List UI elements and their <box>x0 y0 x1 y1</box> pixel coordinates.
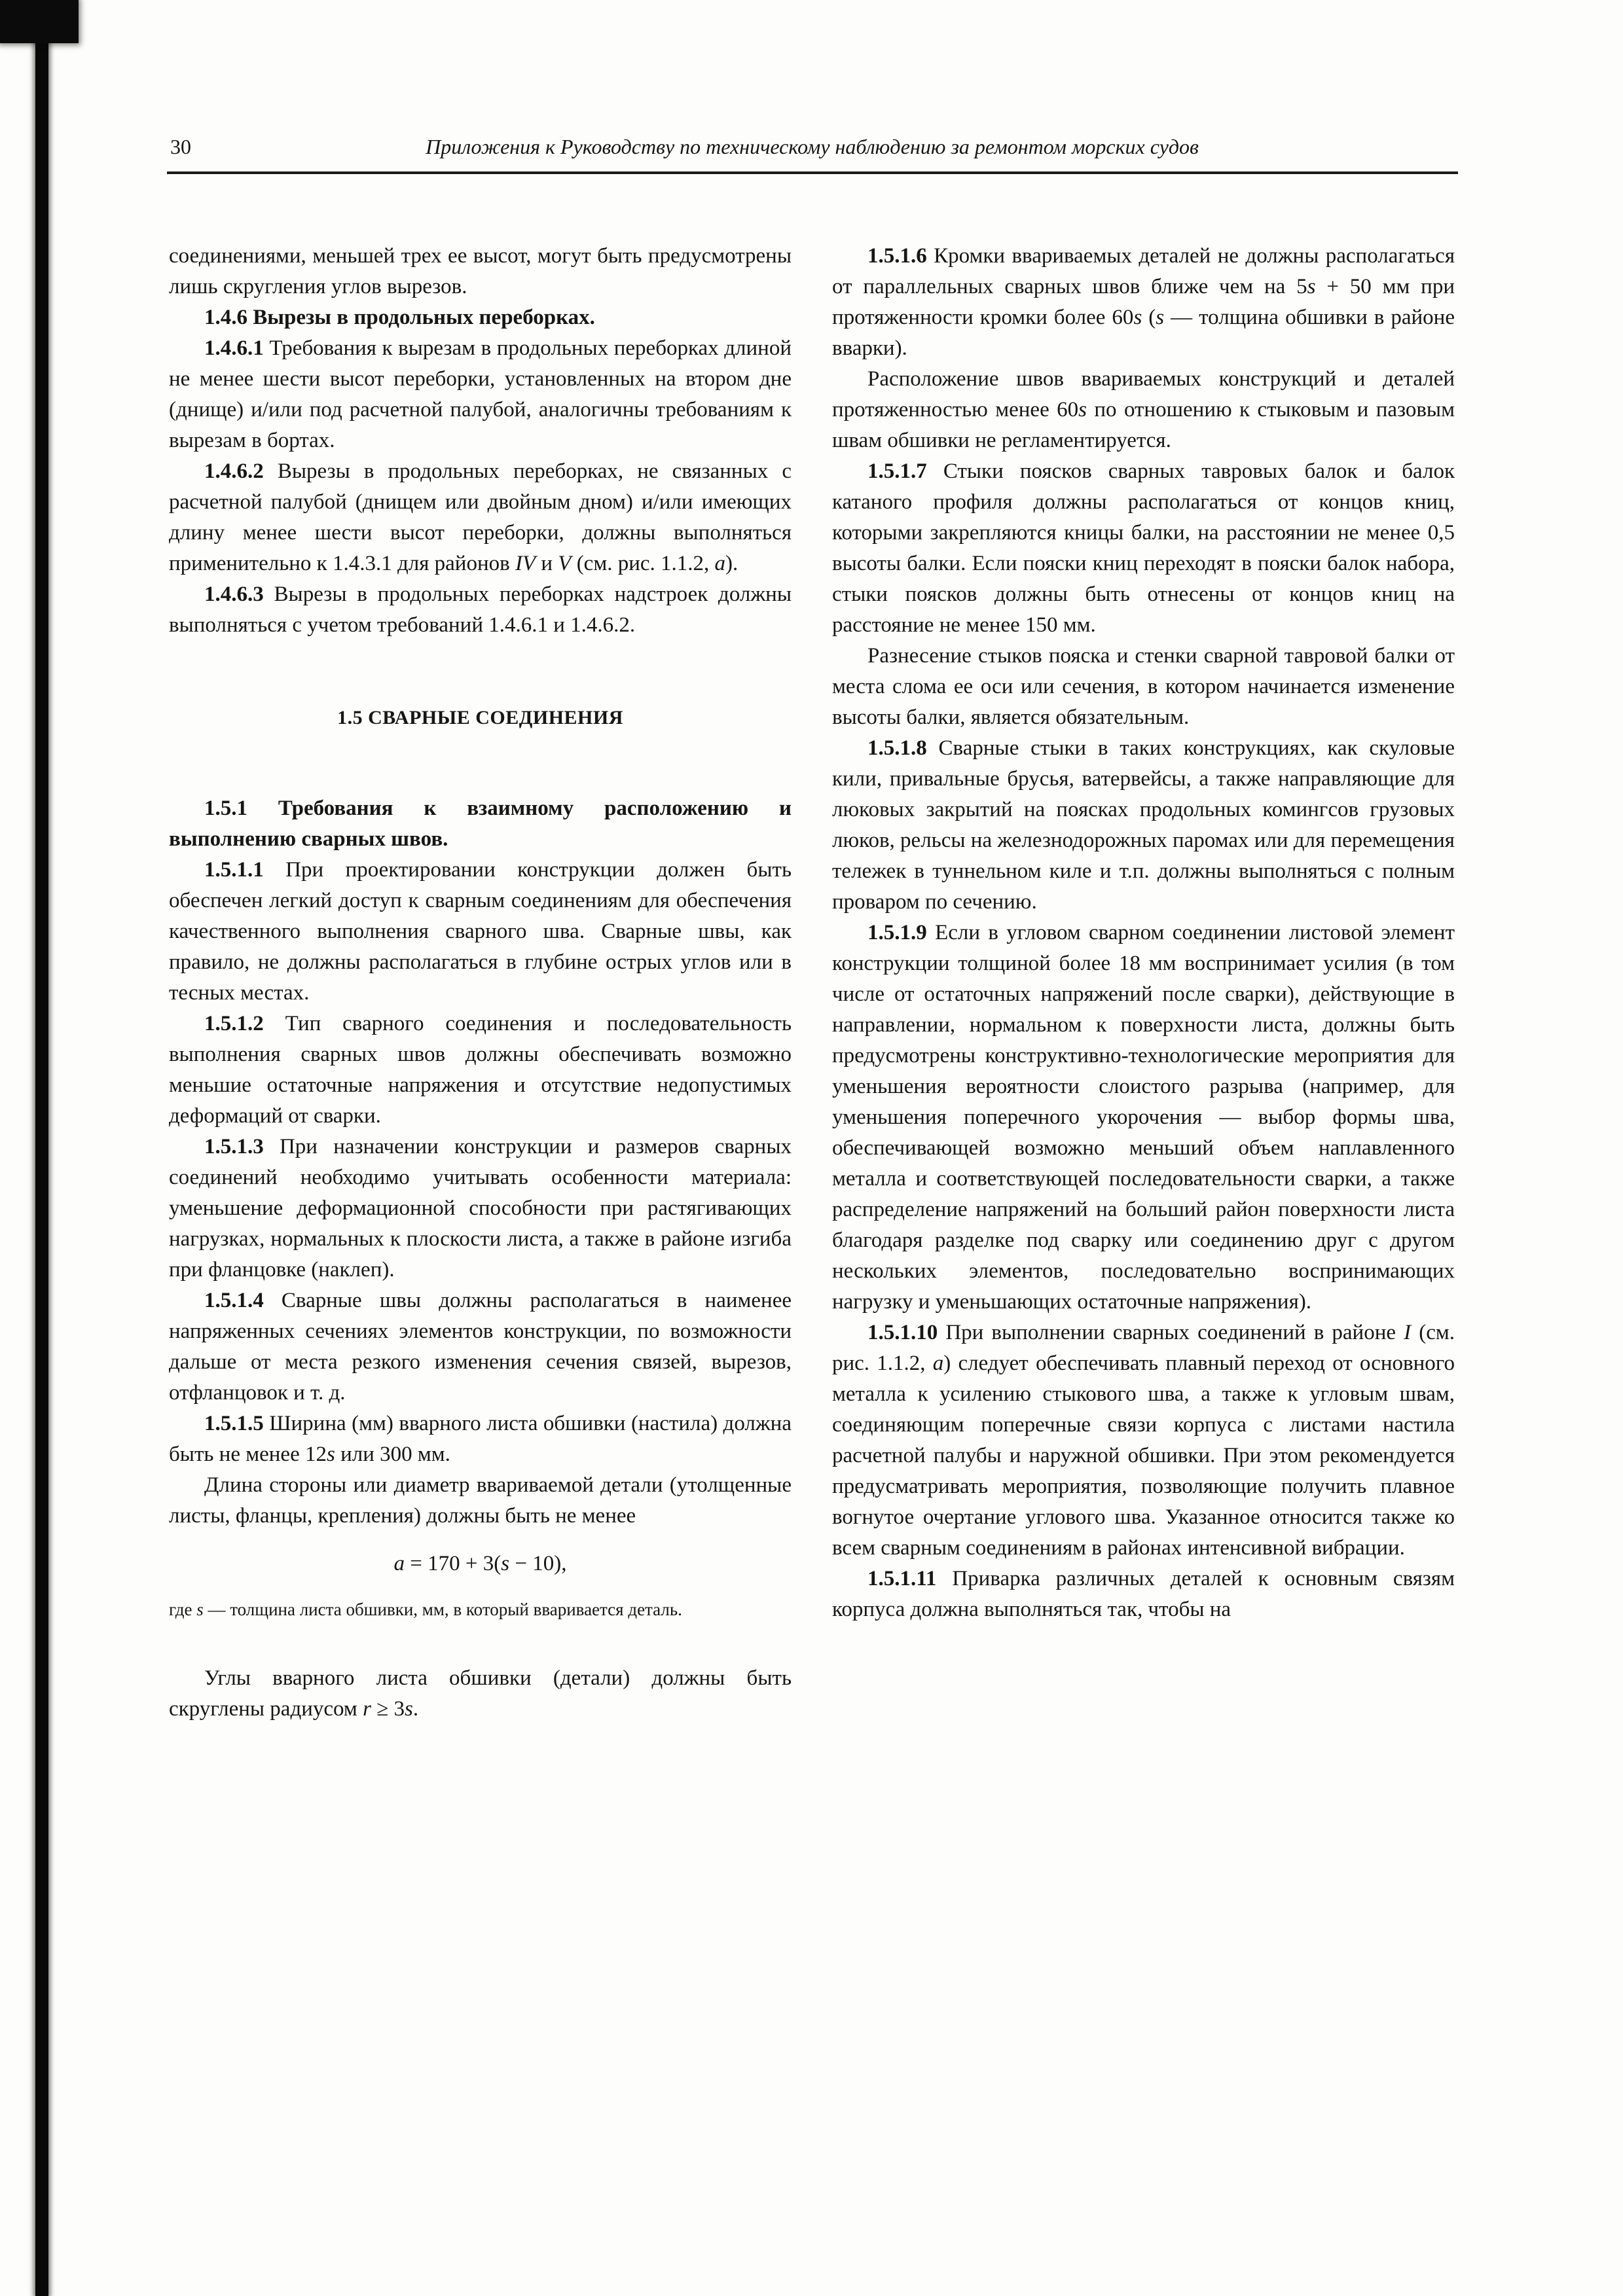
scan-edge-left <box>35 0 48 2296</box>
para-1.5.1.1: 1.5.1.1 При проектировании конструкции должен быть обеспечен легкий доступ к сварным соединениям для обеспечения качественного выполнения сварного шва. Сварные швы, как правило, не должны располагаться в глубине острых углов или в тесных местах. <box>169 858 792 1005</box>
subheading-1.5.1: 1.5.1 Требования к взаимному расположению и выполнению сварных швов. <box>169 797 792 851</box>
para-1.5.1.3: 1.5.1.3 При назначении конструкции и размеров сварных соединений необходимо учитывать особенности материала: уменьшение деформационной способности при растягивающих нагрузках, нормальных к плоскости листа, а также в районе изгиба при фланцовке (наклеп). <box>169 1135 792 1282</box>
formula-a: a = 170 + 3(s − 10), <box>393 1552 567 1575</box>
para-1.4.6.1: 1.4.6.1 Требования к вырезам в продольных переборках длиной не менее шести высот переборки, установленных на втором дне (днище) и/или под расчетной палубой, аналогичны требованиям к вырезам в бортах. <box>169 336 792 452</box>
section-heading-1.5: 1.5 СВАРНЫЕ СОЕДИНЕНИЯ <box>337 707 623 728</box>
para-continuation: соединениями, меньшей трех ее высот, могут быть предусмотрены лишь скругления углов вырезов. <box>169 244 792 298</box>
note-where-s: где s — толщина листа обшивки, мм, в который вваривается деталь. <box>169 1600 682 1619</box>
para-insert-detail: Длина стороны или диаметр ввариваемой детали (утолщенные листы, фланцы, крепления) должны быть не менее <box>169 1473 792 1528</box>
left-column <box>169 241 792 1725</box>
para-1.4.6.3: 1.4.6.3 Вырезы в продольных переборках надстроек должны выполняться с учетом требований 1.4.6.1 и 1.4.6.2. <box>169 583 792 637</box>
header-rule <box>167 171 1458 174</box>
para-flange-web-joints: Разнесение стыков пояска и стенки сварной тавровой балки от места слома ее оси или сечения, в котором начинается изменение высоты балки, является обязательным. <box>832 644 1455 729</box>
para-seam-location: Расположение швов ввариваемых конструкций и деталей протяженностью менее 60s по отношению к стыковым и пазовым швам обшивки не регламентируется. <box>832 367 1455 452</box>
para-1.5.1.8: 1.5.1.8 Сварные стыки в таких конструкциях, как скуловые кили, привальные брусья, ватервейсы, а также направляющие для люковых закрытий на поясках продольных комингсов грузовых люков, рельсы на железнодорожных паромах или для перемещения тележек в туннельном киле и т.п. должны выполняться с полным проваром по сечению. <box>832 736 1455 914</box>
para-1.4.6.2: 1.4.6.2 Вырезы в продольных переборках, не связанных с расчетной палубой (днищем или двойным дном) и/или имеющих длину менее шести высот переборки, должны выполняться применительно к 1.4.3.1 для районов IV и V (см. рис. 1.1.2, а). <box>169 459 792 575</box>
para-1.5.1.2: 1.5.1.2 Тип сварного соединения и последовательность выполнения сварных швов должны обеспечивать возможно меньшие остаточные напряжения и отсутствие недопустимых деформаций от сварки. <box>169 1012 792 1128</box>
page-header <box>169 130 1455 165</box>
two-column-text <box>169 241 1455 1725</box>
scan-corner-top-left <box>0 0 79 43</box>
para-corner-radius: Углы вварного листа обшивки (детали) должны быть скруглены радиусом r ≥ 3s. <box>169 1666 792 1721</box>
page-number: 30 <box>170 135 191 158</box>
para-1.5.1.9: 1.5.1.9 Если в угловом сварном соединении листовой элемент конструкции толщиной более 18 мм воспринимает усилия (в том числе от остаточных напряжений после сварки), действующие в направлении, нормальном к поверхности листа, должны быть предусмотрены конструктивно-технологические мероприятия для уменьшения вероятности слоистого разрыва (например, для уменьшения поперечного укорочения — выбор формы шва, обеспечивающей возможно меньший объем наплавленного металла и соответствующей последовательности сварки, а также распределение напряжений на больший район поверхности листа благодаря разделке под сварку или соединению друг с другом нескольких элементов, последовательно воспринимающих нагрузку и уменьшающих остаточные напряжения). <box>832 921 1455 1314</box>
para-1.5.1.11: 1.5.1.11 Приварка различных деталей к основным связям корпуса должна выполняться так, чтобы на <box>832 1567 1455 1621</box>
para-1.4.6: 1.4.6 Вырезы в продольных переборках. <box>204 306 595 329</box>
right-column <box>832 241 1455 1725</box>
para-1.5.1.10: 1.5.1.10 При выполнении сварных соединений в районе I (см. рис. 1.1.2, а) следует обеспечивать плавный переход от основного металла к усилению стыкового шва, а также к угловым швам, соединяющим поперечные связи корпуса с листами настила расчетной палубы и наружной обшивки. При этом рекомендуется предусматривать мероприятия, позволяющие получить плавное вогнутое очертание углового шва. Указанное относится также ко всем сварным соединениям в районах интенсивной вибрации. <box>832 1321 1455 1560</box>
running-title: Приложения к Руководству по техническому наблюдению за ремонтом морских судов <box>426 135 1199 158</box>
para-1.5.1.5: 1.5.1.5 Ширина (мм) вварного листа обшивки (настила) должна быть не менее 12s или 300 мм. <box>169 1412 792 1466</box>
para-1.5.1.7: 1.5.1.7 Стыки поясков сварных тавровых балок и балок катаного профиля должны располагаться от концов книц, которыми закрепляются кницы балки, на расстоянии не менее 0,5 высоты балки. Если пояски книц переходят в пояски балок набора, стыки поясков должны быть отнесены от концов книц на расстояние не менее 150 мм. <box>832 459 1455 637</box>
para-1.5.1.4: 1.5.1.4 Сварные швы должны располагаться в наименее напряженных сечениях элементов конструкции, по возможности дальше от места резкого изменения сечения связей, вырезов, отфланцовок и т. д. <box>169 1289 792 1405</box>
para-1.5.1.6: 1.5.1.6 Кромки ввариваемых деталей не должны располагаться от параллельных сварных швов ближе чем на 5s + 50 мм при протяженности кромки более 60s (s — толщина обшивки в районе вварки). <box>832 244 1455 360</box>
